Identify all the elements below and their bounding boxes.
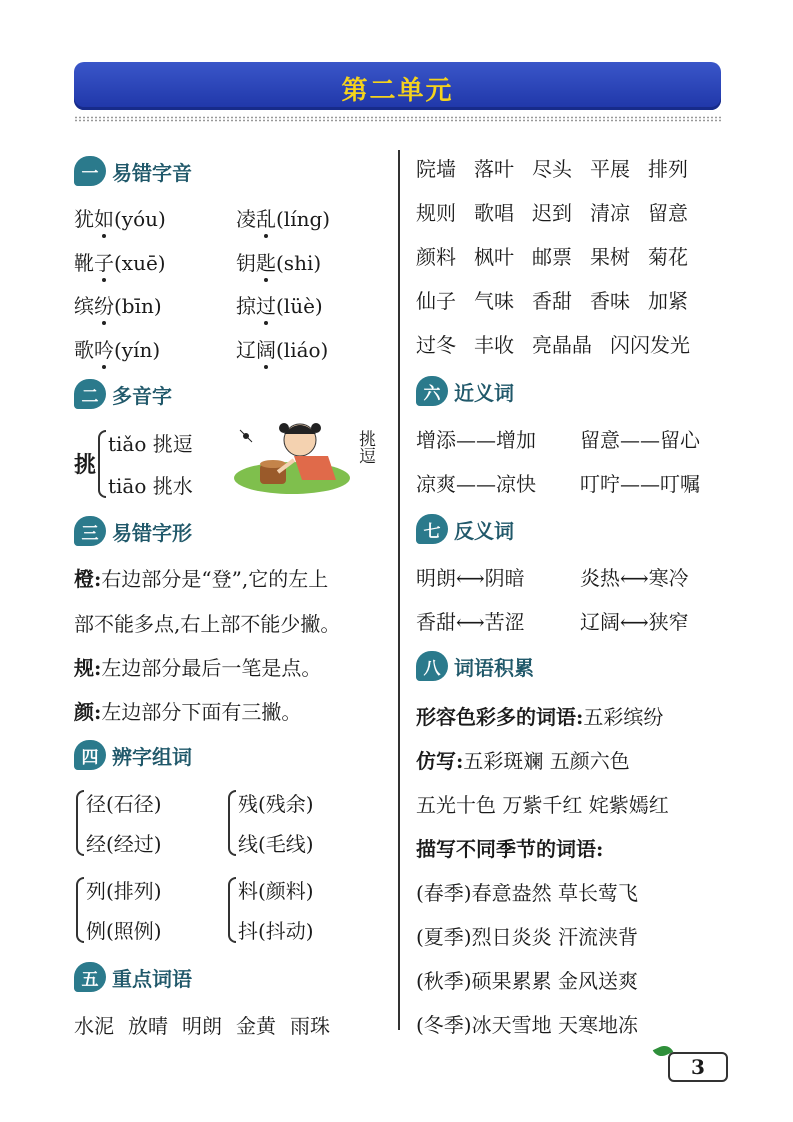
section-header-3 [74, 515, 192, 547]
key-words-row: 规则 歌唱 迟到 清凉 留意 [416, 201, 688, 225]
vocab-line: 形容色彩多的词语:五彩缤纷 [416, 705, 664, 729]
vocab-line: 仿写:五彩斑斓 五颜六色 [416, 749, 630, 773]
section-header-6 [416, 375, 514, 407]
section-title: 近义词 [454, 380, 514, 405]
brace [228, 790, 236, 856]
section-number-badge: 二 [74, 379, 106, 409]
section-number-badge: 七 [416, 514, 448, 544]
synonym-pair: 凉爽——凉快 [416, 472, 536, 496]
antonym-pair: 辽阔⟷狭窄 [580, 610, 689, 634]
pronunciation-item: 歌吟(yín) [74, 338, 161, 362]
vocab-line: 五光十色 万紫千红 姹紫嫣红 [416, 793, 669, 817]
child-cricket-illustration [232, 416, 352, 496]
section-header-5 [74, 961, 192, 993]
section-header-8 [416, 650, 534, 682]
word-pair-item: 料(颜料) [238, 879, 314, 903]
unit-title: 第二单元 [341, 76, 454, 106]
section-title: 辨字组词 [112, 744, 192, 769]
pronunciation-item: 缤纷(bīn) [74, 294, 162, 318]
section-title: 多音字 [112, 383, 172, 408]
page-number: 3 [668, 1052, 728, 1082]
antonym-pair: 炎热⟷寒冷 [580, 566, 689, 590]
brace [98, 430, 106, 498]
polyphone-char: 挑 [74, 452, 97, 478]
section-number-badge: 一 [74, 156, 106, 186]
word-pair-item: 径(石径) [86, 792, 162, 816]
section-number-badge: 五 [74, 962, 106, 992]
section-title: 重点词语 [112, 966, 192, 991]
word-pair-item: 例(照例) [86, 919, 162, 943]
brace [228, 877, 236, 943]
section-header-4 [74, 739, 192, 771]
synonym-pair: 叮咛——叮嘱 [580, 472, 700, 496]
unit-banner [74, 62, 721, 110]
section-title: 词语积累 [454, 655, 534, 680]
antonym-pair: 香甜⟷苦涩 [416, 610, 525, 634]
word-pair-item: 残(残余) [238, 792, 314, 816]
word-pair-item: 列(排列) [86, 879, 162, 903]
key-words-row: 颜料 枫叶 邮票 果树 菊花 [416, 245, 688, 269]
synonym-pair: 留意——留心 [580, 428, 700, 452]
key-words-row: 仙子 气味 香甜 香味 加紧 [416, 289, 688, 313]
section-title: 易错字形 [112, 520, 192, 545]
section-number-badge: 四 [74, 740, 106, 770]
reading-2: tiāo 挑水 [108, 474, 193, 498]
pronunciation-item: 钥匙(shi) [236, 251, 322, 275]
pronunciation-item: 犹如(yóu) [74, 207, 166, 231]
section-header-2 [74, 378, 172, 410]
section-number-badge: 八 [416, 651, 448, 681]
pronunciation-item: 掠过(lüè) [236, 294, 323, 318]
antonym-pair: 明朗⟷阴暗 [416, 566, 525, 590]
column-divider [398, 150, 400, 1030]
vocab-line: 描写不同季节的词语: [416, 837, 604, 861]
section-header-1 [74, 155, 192, 187]
key-words-row: 水泥 放晴 明朗 金黄 雨珠 [74, 1014, 330, 1038]
word-pair-item: 线(毛线) [238, 832, 314, 856]
vocab-line: (秋季)硕果累累 金风送爽 [416, 969, 638, 993]
section-number-badge: 三 [74, 516, 106, 546]
section-number-badge: 六 [416, 376, 448, 406]
synonym-pair: 增添——增加 [416, 428, 536, 452]
illustration-caption: 挑逗 [355, 430, 375, 464]
key-words-row: 过冬 丰收 亮晶晶 闪闪发光 [416, 333, 690, 357]
reading-1: tiǎo 挑逗 [108, 432, 193, 456]
dotted-rule [74, 116, 721, 122]
section-header-7 [416, 513, 514, 545]
glyph-note: 颜:左边部分下面有三撇。 [74, 700, 302, 724]
pronunciation-item: 凌乱(líng) [236, 207, 331, 231]
key-words-row: 院墙 落叶 尽头 平展 排列 [416, 157, 688, 181]
glyph-note: 规:左边部分最后一笔是点。 [74, 656, 322, 680]
brace [76, 877, 84, 943]
section-title: 易错字音 [112, 160, 192, 185]
section-title: 反义词 [454, 518, 514, 543]
vocab-line: (夏季)烈日炎炎 汗流浃背 [416, 925, 638, 949]
word-pair-item: 经(经过) [86, 832, 162, 856]
brace [76, 790, 84, 856]
vocab-line: (春季)春意盎然 草长莺飞 [416, 881, 638, 905]
word-pair-item: 抖(抖动) [238, 919, 314, 943]
glyph-note: 部不能多点,右上部不能少撇。 [74, 612, 341, 636]
glyph-note: 橙:右边部分是“登”,它的左上 [74, 567, 329, 591]
pronunciation-item: 辽阔(liáo) [236, 338, 329, 362]
pronunciation-item: 靴子(xuē) [74, 251, 166, 275]
vocab-line: (冬季)冰天雪地 天寒地冻 [416, 1013, 638, 1037]
